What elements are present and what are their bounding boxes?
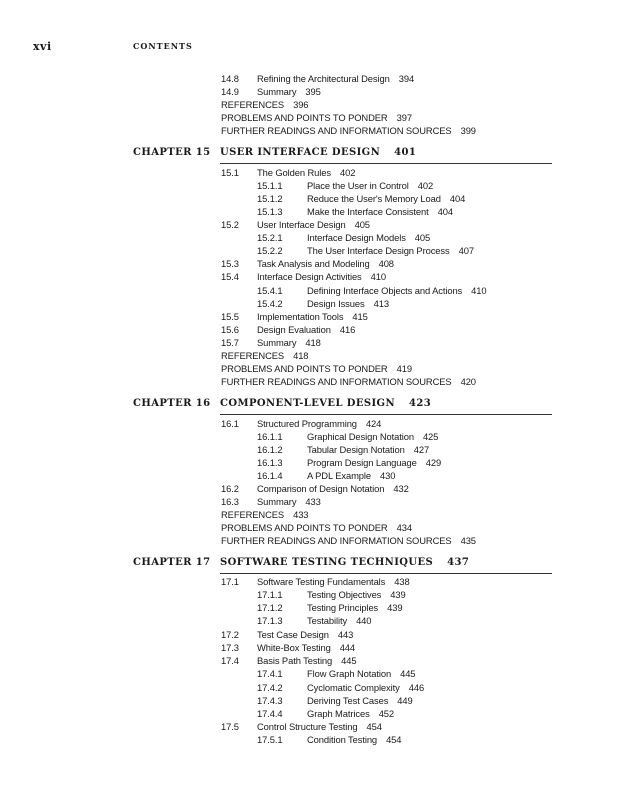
toc-entry-page: 399 (460, 125, 476, 136)
toc-entry-page: 445 (400, 668, 416, 679)
toc-entry-page: 415 (352, 311, 368, 322)
toc-entry-page: 438 (394, 576, 410, 587)
toc-entry-page: 405 (354, 219, 370, 230)
toc-entry-title: FURTHER READINGS AND INFORMATION SOURCES (221, 125, 452, 136)
toc-entry-page: 434 (396, 522, 412, 533)
toc-entry[interactable] (221, 521, 412, 534)
toc-entry-title: Make the Interface Consistent (307, 206, 429, 217)
page-number: xvi (33, 40, 52, 53)
chapter-heading-17[interactable] (133, 557, 552, 573)
toc-entry-title: FURTHER READINGS AND INFORMATION SOURCES (221, 376, 452, 387)
toc-entry-page: 404 (449, 193, 466, 204)
chapter-rule (220, 163, 552, 164)
toc-entry-number: 14.8 (221, 73, 239, 84)
toc-entry-number: 15.1.3 (257, 206, 283, 217)
toc-entry-title: Reduce the User's Memory Load (307, 193, 441, 204)
toc-entry[interactable] (221, 111, 412, 124)
toc-entry-number: 17.4.3 (257, 695, 283, 706)
toc-entry-number: 17.5.1 (257, 734, 283, 745)
toc-entry-number: 15.4.1 (257, 285, 283, 296)
chapter-heading-16[interactable] (133, 398, 552, 414)
toc-entry-page: 433 (293, 509, 309, 520)
toc-entry-title: Cyclomatic Complexity (307, 682, 400, 693)
toc-entry-page: 446 (408, 682, 425, 693)
toc-entry-page: 439 (390, 589, 406, 600)
chapter-title: COMPONENT-LEVEL DESIGN (220, 398, 396, 409)
toc-entry[interactable] (221, 362, 412, 375)
toc-entry-page: 416 (339, 324, 356, 335)
toc-entry-title: Program Design Language (307, 457, 417, 468)
toc-entry-page: 449 (397, 695, 413, 706)
toc-entry[interactable] (221, 98, 308, 111)
toc-entry-number: 15.3 (221, 258, 239, 269)
toc-entry-title: Design Evaluation (257, 324, 331, 335)
toc-entry-number: 15.2 (221, 219, 239, 230)
toc-entry-number: 17.4 (221, 655, 239, 666)
toc-entry-title: PROBLEMS AND POINTS TO PONDER (221, 522, 388, 533)
toc-entry-number: 17.1.3 (257, 615, 283, 626)
toc-entry[interactable] (221, 534, 476, 547)
toc-entry-page: 396 (293, 99, 309, 110)
toc-entry-title: REFERENCES (221, 99, 285, 110)
toc-entry-page: 454 (386, 734, 402, 745)
toc-entry-page: 454 (366, 721, 382, 732)
toc-entry-page: 425 (422, 431, 439, 442)
toc-entry-number: 15.1.1 (257, 180, 283, 191)
toc-entry-title: Summary (257, 496, 297, 507)
chapter-label: CHAPTER 15 (133, 147, 211, 158)
toc-entry-title: Design Issues (307, 298, 365, 309)
chapter-title: USER INTERFACE DESIGN (220, 147, 381, 158)
toc-entry[interactable] (221, 375, 476, 388)
toc-entry-number: 15.7 (221, 337, 239, 348)
toc-entry-number: 17.3 (221, 642, 239, 653)
chapter-page: 437 (447, 557, 470, 568)
toc-entry-title: Control Structure Testing (257, 721, 358, 732)
chapter-label: CHAPTER 17 (133, 557, 211, 568)
running-head (33, 40, 603, 54)
toc-entry-number: 17.1 (221, 576, 239, 587)
toc-entry-page: 424 (365, 418, 382, 429)
toc-entry-number: 15.2.2 (257, 245, 283, 256)
toc-entry-title: The User Interface Design Process (307, 245, 450, 256)
running-head-title: CONTENTS (133, 41, 193, 51)
toc-entry-number: 17.1.1 (257, 589, 283, 600)
toc-entry-page: 418 (293, 350, 309, 361)
toc-entry-number: 16.1 (221, 418, 239, 429)
toc-entry-title: Summary (257, 337, 297, 348)
toc-entry-page: 435 (460, 535, 476, 546)
toc-entry-title: PROBLEMS AND POINTS TO PONDER (221, 363, 388, 374)
toc-entry-page: 419 (396, 363, 412, 374)
toc-entry[interactable] (221, 349, 308, 362)
toc-entry-title: The Golden Rules (257, 167, 331, 178)
toc-entry-title: Structured Programming (257, 418, 357, 429)
toc-entry-number: 15.5 (221, 311, 239, 322)
toc-entry-page: 440 (356, 615, 372, 626)
toc-entry-number: 17.4.1 (257, 668, 283, 679)
chapter-title: SOFTWARE TESTING TECHNIQUES (220, 557, 434, 568)
toc-entry-page: 397 (396, 112, 412, 123)
chapter-page: 423 (409, 398, 432, 409)
toc-entry-title: FURTHER READINGS AND INFORMATION SOURCES (221, 535, 452, 546)
toc-entry-number: 16.1.4 (257, 470, 283, 481)
toc-entry-page: 418 (305, 337, 321, 348)
chapter-page: 401 (394, 147, 417, 158)
toc-entry-page: 402 (339, 167, 356, 178)
toc-entry-title: Refining the Architectural Design (257, 73, 390, 84)
toc-entry-title: Implementation Tools (257, 311, 344, 322)
toc-entry-title: PROBLEMS AND POINTS TO PONDER (221, 112, 388, 123)
toc-entry-title: REFERENCES (221, 350, 285, 361)
toc-entry-number: 16.2 (221, 483, 239, 494)
toc-entry-title: White-Box Testing (257, 642, 331, 653)
toc-entry-page: 404 (437, 206, 453, 217)
chapter-heading-15[interactable] (133, 147, 552, 163)
toc-entry-title: Software Testing Fundamentals (257, 576, 386, 587)
toc-entry-title: Test Case Design (257, 629, 329, 640)
toc-entry-page: 413 (373, 298, 389, 309)
toc-entry-title: REFERENCES (221, 509, 285, 520)
chapter-rule (220, 414, 552, 415)
toc-entry-number: 15.1.2 (257, 193, 283, 204)
toc-entry-title: User Interface Design (257, 219, 346, 230)
toc-entry-title: Testing Objectives (307, 589, 382, 600)
chapter-rule (220, 573, 552, 574)
chapter-label: CHAPTER 16 (133, 398, 211, 409)
toc-entry-page: 439 (387, 602, 403, 613)
toc-entry-page: 405 (414, 232, 431, 243)
toc-entry-page: 420 (460, 376, 476, 387)
toc-entry[interactable] (221, 124, 476, 137)
toc-entry-number: 17.5 (221, 721, 239, 732)
toc-entry-page: 410 (370, 271, 386, 282)
toc-entry-page: 407 (458, 245, 474, 256)
toc-entry-title: Summary (257, 86, 297, 97)
toc-entry-number: 15.2.1 (257, 232, 283, 243)
toc-entry-title: Task Analysis and Modeling (257, 258, 370, 269)
toc-entry-title: Graphical Design Notation (307, 431, 414, 442)
toc-entry-number: 15.4.2 (257, 298, 283, 309)
toc-entry-number: 14.9 (221, 86, 239, 97)
toc-entry-page: 443 (337, 629, 354, 640)
toc-entry-title: Interface Design Models (307, 232, 406, 243)
toc-entry-page: 452 (378, 708, 395, 719)
toc-entry-title: Flow Graph Notation (307, 668, 392, 679)
toc-entry-title: Deriving Test Cases (307, 695, 389, 706)
toc-entry-number: 16.3 (221, 496, 239, 507)
toc-entry-title: Comparison of Design Notation (257, 483, 385, 494)
toc-entry-page: 429 (425, 457, 442, 468)
toc-entry-title: Interface Design Activities (257, 271, 362, 282)
toc-entry-title: Testing Principles (307, 602, 379, 613)
toc-entry-number: 17.4.4 (257, 708, 283, 719)
toc-entry-page: 433 (305, 496, 321, 507)
toc-entry-page: 408 (378, 258, 394, 269)
toc-entry-title: Basis Path Testing (257, 655, 333, 666)
toc-entry-page: 430 (380, 470, 396, 481)
toc-entry-title: Defining Interface Objects and Actions (307, 285, 463, 296)
toc-entry-page: 402 (417, 180, 434, 191)
toc-entry-page: 432 (393, 483, 409, 494)
toc-entry-page: 445 (341, 655, 357, 666)
toc-entry-number: 16.1.3 (257, 457, 283, 468)
toc-entry-page: 395 (305, 86, 321, 97)
toc-entry-number: 16.1.1 (257, 431, 283, 442)
toc-entry-number: 15.4 (221, 271, 239, 282)
toc-entry-number: 17.4.2 (257, 682, 283, 693)
toc-entry-title: A PDL Example (307, 470, 372, 481)
toc-entry-page: 394 (398, 73, 415, 84)
toc-entry-title: Tabular Design Notation (307, 444, 405, 455)
toc-entry-number: 15.1 (221, 167, 239, 178)
toc-entry-title: Testability (307, 615, 348, 626)
toc-entry-page: 444 (339, 642, 356, 653)
toc-entry-number: 17.2 (221, 629, 239, 640)
toc-entry-title: Place the User in Control (307, 180, 409, 191)
toc-entry-number: 16.1.2 (257, 444, 283, 455)
toc-entry[interactable] (221, 508, 308, 521)
toc-entry-page: 427 (413, 444, 430, 455)
toc-entry-title: Condition Testing (307, 734, 378, 745)
toc-entry-page: 410 (471, 285, 487, 296)
toc-entry-number: 15.6 (221, 324, 239, 335)
toc-entry-number: 17.1.2 (257, 602, 283, 613)
toc-entry-title: Graph Matrices (307, 708, 370, 719)
